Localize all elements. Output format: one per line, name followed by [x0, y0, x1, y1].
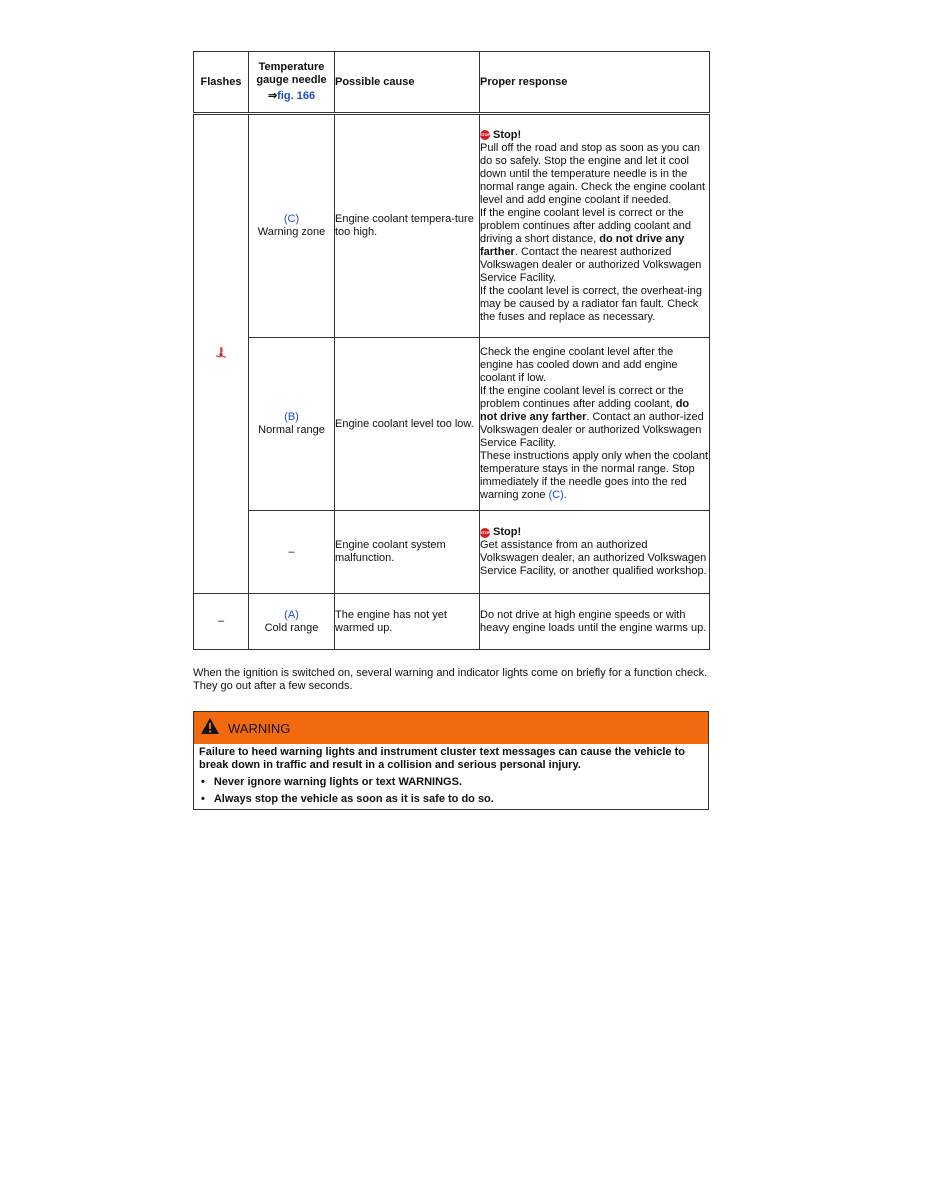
stop-heading	[480, 129, 709, 142]
response-bold: do not drive any farther	[480, 398, 690, 423]
gauge-cell-warning-zone	[249, 114, 335, 338]
header-gauge-ref	[249, 90, 334, 103]
cause-cell: Engine coolant system malfunction.	[335, 511, 480, 594]
cause-cell: The engine has not yet warmed up.	[335, 594, 480, 650]
response-cell	[480, 114, 710, 338]
warning-bullet-text: Never ignore warning lights or text WARNINGS.	[213, 776, 463, 788]
warning-bullet-text: Always stop the vehicle as soon as it is safe to do so.	[213, 793, 494, 805]
warning-body	[194, 744, 708, 809]
stop-heading	[480, 526, 709, 539]
table-row	[194, 511, 710, 594]
response-text: If the engine coolant level is correct or the problem continues after adding coolant,	[480, 385, 684, 410]
response-paragraph: Get assistance from an authorized Volkswagen dealer, an authorized Volkswagen Service Facility, or another qualified workshop.	[480, 539, 707, 577]
response-text: .	[563, 489, 567, 501]
list-item	[199, 772, 703, 789]
response-cell	[480, 338, 710, 511]
table-header-row	[194, 52, 710, 114]
warning-light-table	[193, 51, 710, 650]
zone-name: Normal range	[258, 424, 325, 436]
response-paragraph	[480, 385, 709, 450]
header-gauge-line1: Temperature	[258, 61, 325, 73]
response-cell: Do not drive at high engine speeds or with heavy engine loads until the engine warms up.	[480, 594, 710, 650]
response-text: . Contact the nearest authorized Volkswagen dealer or authorized Volkswagen Service Facility.	[480, 245, 702, 284]
zone-letter-a[interactable]: (A)	[284, 608, 299, 621]
gauge-cell-none: –	[249, 511, 335, 594]
bullet-icon: •	[201, 776, 205, 788]
header-gauge-line2: gauge needle	[256, 74, 327, 86]
zone-c-link[interactable]: (C)	[548, 489, 564, 501]
response-paragraph	[480, 450, 709, 502]
gauge-cell-cold-range	[249, 594, 335, 650]
response-paragraph: Check the engine coolant level after the engine has cooled down and add engine coolant if low.	[480, 346, 678, 384]
header-possible-cause: Possible cause	[335, 52, 480, 114]
response-bold: do not drive any farther	[480, 232, 685, 258]
stop-label: Stop!	[493, 526, 522, 538]
function-check-note: When the ignition is switched on, several warning and indicator lights come on briefly for a function check. They go out after a few seconds.	[193, 667, 708, 692]
warning-box	[193, 711, 709, 810]
response-cell	[480, 511, 710, 594]
list-item	[199, 789, 703, 806]
warning-title: WARNING	[228, 720, 291, 736]
gauge-cell-normal-range	[249, 338, 335, 511]
zone-name: Warning zone	[257, 226, 326, 238]
manual-page	[193, 51, 709, 650]
bullet-icon: •	[201, 793, 205, 805]
flash-cell-none: –	[194, 594, 249, 650]
fig-link[interactable]: fig. 166	[277, 90, 316, 102]
zone-letter-b[interactable]: (B)	[284, 411, 299, 423]
zone-letter-c[interactable]: (C)	[283, 213, 300, 225]
cause-cell: Engine coolant level too low.	[335, 338, 480, 511]
table-row	[194, 338, 710, 511]
warning-header	[194, 712, 708, 744]
response-paragraph: Pull off the road and stop as soon as you can do so safely. Stop the engine and let it cool down until the temperature needle is in the normal range again. Check the engine coolant level and add engine coolant if needed.	[480, 141, 706, 206]
response-text: These instructions apply only when the coolant temperature stays in the normal range. Stop immediately if the needle goes into the red warning zone	[480, 450, 709, 501]
header-proper-response: Proper response	[480, 52, 710, 114]
header-flashes: Flashes	[194, 52, 249, 114]
warning-triangle-icon	[200, 717, 220, 740]
response-text: If the engine coolant level is correct or the problem continues after adding coolant and driving a short distance,	[480, 206, 691, 245]
warning-lead: Failure to heed warning lights and instrument cluster text messages can cause the vehicle to break down in traffic and result in a collision and serious personal injury.	[199, 746, 685, 771]
zone-name: Cold range	[264, 621, 319, 634]
stop-label: Stop!	[493, 128, 522, 141]
table-row	[194, 114, 710, 338]
response-paragraph	[480, 207, 709, 285]
header-gauge-needle	[249, 52, 335, 114]
response-text: . Contact an author-ized Volkswagen dealer or authorized Volkswagen Service Facility.	[480, 411, 704, 449]
arrow-icon: ⇒	[267, 90, 278, 102]
coolant-temperature-icon	[215, 347, 227, 361]
table-row	[194, 594, 710, 650]
cause-cell: Engine coolant tempera-ture too high.	[335, 114, 480, 338]
stop-sign-icon: STOP	[480, 528, 490, 538]
flash-cell-coolant	[194, 114, 249, 594]
stop-sign-icon: STOP	[480, 130, 490, 140]
response-paragraph: If the coolant level is correct, the overheat-ing may be caused by a radiator fan fault. Check the fuses and replace as necessary.	[480, 284, 702, 323]
